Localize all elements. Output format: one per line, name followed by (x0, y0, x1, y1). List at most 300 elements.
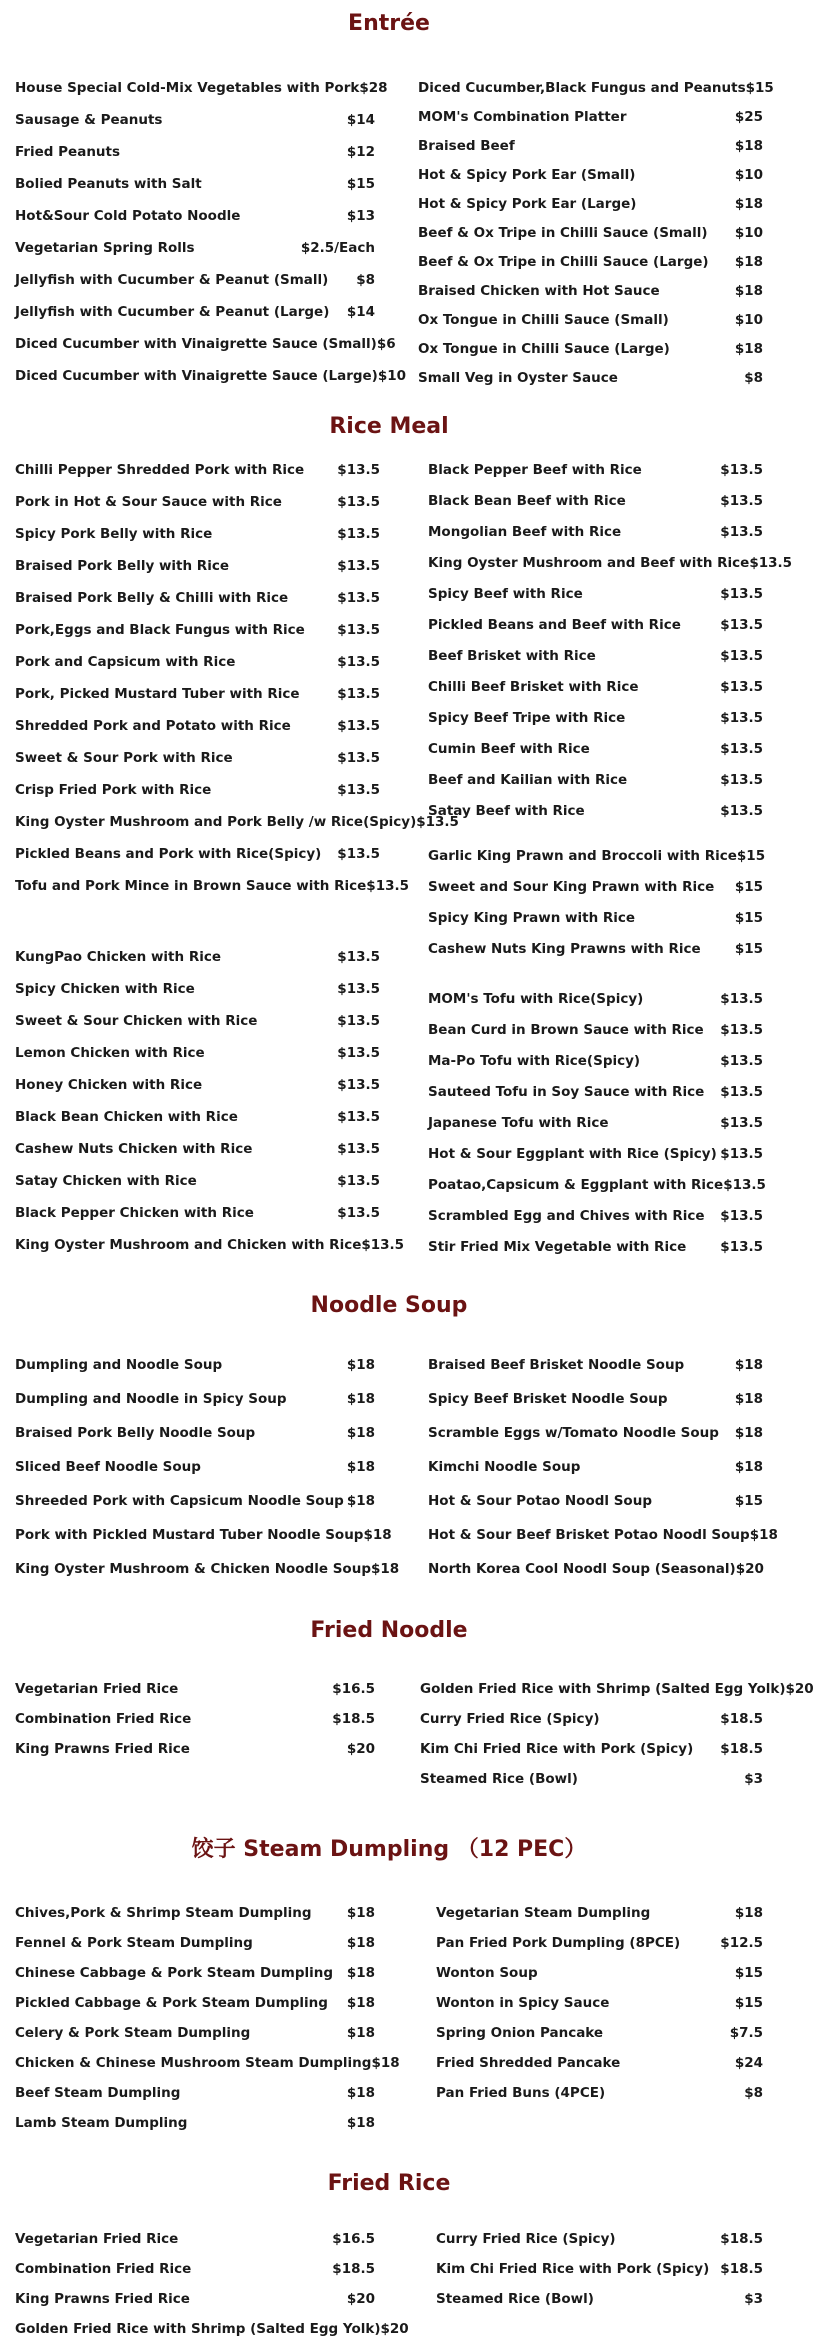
menu-item-name: Braised Beef Brisket Noodle Soup (428, 1357, 685, 1373)
menu-item-name: Chives,Pork & Shrimp Steam Dumpling (15, 1905, 312, 1921)
section-title: Rice Meal (329, 414, 449, 439)
menu-item-name: MOM's Tofu with Rice(Spicy) (428, 991, 644, 1007)
menu-item-name: Sweet and Sour King Prawn with Rice (428, 879, 715, 895)
menu-item-price: $18 (363, 1527, 392, 1543)
menu-item (428, 1561, 763, 1577)
menu-item-price: $20 (735, 1561, 764, 1577)
menu-item (428, 555, 793, 571)
menu-item-name: Spicy Chicken with Rice (15, 981, 195, 997)
menu-item-name: Hot&Sour Cold Potato Noodle (15, 208, 241, 224)
menu-item-price: $13.5 (337, 590, 380, 606)
menu-item-price: $13.5 (720, 803, 763, 819)
menu-item (15, 686, 380, 702)
menu-item (15, 1391, 375, 1407)
menu-item-name: Golden Fried Rice with Shrimp (Salted Egg Yolk) (420, 1681, 786, 1697)
menu-item-name: Spring Onion Pancake (436, 2025, 604, 2041)
menu-item (428, 1357, 763, 1373)
menu-item-name: Fennel & Pork Steam Dumpling (15, 1935, 253, 1951)
menu-item-price: $20 (346, 2291, 375, 2307)
menu-item-name: Hot & Sour Eggplant with Rice (Spicy) (428, 1146, 717, 1162)
menu-item (15, 1527, 392, 1543)
menu-item-name: Tofu and Pork Mince in Brown Sauce with Rice (15, 878, 367, 894)
menu-item-price: $18 (734, 1905, 763, 1921)
menu-item-price: $18 (734, 138, 763, 154)
menu-item-price: $13.5 (337, 622, 380, 638)
menu-item (436, 2055, 763, 2071)
menu-item-price: $2.5/Each (300, 240, 375, 256)
menu-item-price: $13.5 (337, 558, 380, 574)
menu-item-name: Steamed Rice (Bowl) (436, 2291, 594, 2307)
menu-item-name: Braised Beef (418, 138, 515, 154)
menu-item-name: King Prawns Fried Rice (15, 1741, 190, 1757)
menu-item (15, 654, 380, 670)
menu-item-price: $13.5 (337, 718, 380, 734)
menu-item (15, 1493, 375, 1509)
menu-item-name: Pork and Capsicum with Rice (15, 654, 236, 670)
menu-item-price: $13.5 (416, 814, 459, 830)
menu-item-name: Spicy Beef with Rice (428, 586, 583, 602)
menu-item-name: Japanese Tofu with Rice (428, 1115, 609, 1131)
menu-item-price: $18 (346, 1493, 375, 1509)
menu-item-name: Diced Cucumber,Black Fungus and Peanuts (418, 80, 746, 96)
menu-item-name: Garlic King Prawn and Broccoli with Rice (428, 848, 737, 864)
menu-item-name: Shredded Pork and Potato with Rice (15, 718, 291, 734)
menu-item-name: Jellyfish with Cucumber & Peanut (Small) (15, 272, 329, 288)
menu-item-price: $15 (734, 941, 763, 957)
menu-item-name: Vegetarian Fried Rice (15, 2231, 179, 2247)
menu-item-name: Ox Tongue in Chilli Sauce (Large) (418, 341, 670, 357)
menu-item-price: $13.5 (337, 654, 380, 670)
menu-item-name: Chinese Cabbage & Pork Steam Dumpling (15, 1965, 334, 1981)
menu-item (15, 1077, 380, 1093)
menu-item (15, 814, 459, 830)
menu-item-name: Braised Pork Belly with Rice (15, 558, 229, 574)
menu-item-name: MOM's Combination Platter (418, 109, 627, 125)
menu-item (15, 2261, 375, 2277)
menu-item-price: $18 (346, 1357, 375, 1373)
menu-item (428, 910, 763, 926)
menu-item (15, 1237, 405, 1253)
menu-item (15, 1045, 380, 1061)
menu-item (428, 1391, 763, 1407)
menu-item (436, 1935, 763, 1951)
menu-item-price: $13.5 (337, 1045, 380, 1061)
menu-item (428, 1208, 763, 1224)
menu-item-name: Kim Chi Fried Rice with Pork (Spicy) (436, 2261, 710, 2277)
menu-item-name: Curry Fried Rice (Spicy) (420, 1711, 600, 1727)
menu-item-price: $13.5 (337, 686, 380, 702)
menu-item-name: Spicy King Prawn with Rice (428, 910, 636, 926)
menu-item-price: $13.5 (720, 1022, 763, 1038)
menu-item-name: Beef and Kailian with Rice (428, 772, 628, 788)
menu-item-name: Shreeded Pork with Capsicum Noodle Soup (15, 1493, 344, 1509)
menu-item-name: Vegetarian Spring Rolls (15, 240, 195, 256)
menu-item-price: $13.5 (337, 782, 380, 798)
menu-item-name: Curry Fried Rice (Spicy) (436, 2231, 616, 2247)
menu-item (15, 462, 380, 478)
menu-item-name: Fried Peanuts (15, 144, 121, 160)
menu-item (436, 2085, 763, 2101)
menu-item-price: $10 (734, 312, 763, 328)
menu-item-name: Black Bean Beef with Rice (428, 493, 626, 509)
menu-item-price: $13.5 (723, 1177, 766, 1193)
menu-item-price: $18.5 (720, 1741, 763, 1757)
menu-item-name: North Korea Cool Noodl Soup (Seasonal) (428, 1561, 736, 1577)
menu-item (436, 2025, 763, 2041)
menu-item-price: $7.5 (729, 2025, 763, 2041)
menu-item (15, 526, 380, 542)
menu-item (428, 879, 763, 895)
menu-item-name: King Oyster Mushroom & Chicken Noodle Soup (15, 1561, 371, 1577)
menu-item (418, 80, 774, 96)
menu-item (436, 2261, 763, 2277)
menu-item-name: Kimchi Noodle Soup (428, 1459, 581, 1475)
menu-item (15, 336, 396, 352)
menu-item-price: $8 (356, 272, 375, 288)
menu-item-name: Cashew Nuts King Prawns with Rice (428, 941, 701, 957)
menu-item (15, 2291, 375, 2307)
menu-item-price: $18 (734, 1425, 763, 1441)
menu-item-price: $10 (377, 368, 407, 384)
menu-item (15, 2055, 400, 2071)
menu-item-name: Combination Fried Rice (15, 1711, 192, 1727)
menu-item-name: Beef Brisket with Rice (428, 648, 596, 664)
menu-item-name: Jellyfish with Cucumber & Peanut (Large) (15, 304, 330, 320)
menu-item-price: $15 (734, 1995, 763, 2011)
menu-item-name: Black Bean Chicken with Rice (15, 1109, 238, 1125)
menu-item-price: $15 (734, 910, 763, 926)
section-title: 饺子 Steam Dumpling （12 PEC） (191, 1837, 587, 1862)
menu-item-price: $13.5 (366, 878, 409, 894)
menu-item-price: $13.5 (720, 1053, 763, 1069)
menu-item-price: $12 (346, 144, 375, 160)
menu-item-price: $13.5 (720, 1084, 763, 1100)
menu-item-price: $18 (346, 2025, 375, 2041)
menu-item-name: Hot & Spicy Pork Ear (Large) (418, 196, 637, 212)
menu-item-price: $18 (370, 1561, 400, 1577)
menu-item-price: $13.5 (720, 493, 763, 509)
menu-item-price: $13.5 (337, 1109, 380, 1125)
menu-item-name: Lamb Steam Dumpling (15, 2115, 188, 2131)
menu-item-name: Spicy Pork Belly with Rice (15, 526, 213, 542)
menu-item (15, 1205, 380, 1221)
menu-item-price: $20 (785, 1681, 814, 1697)
menu-item-name: Celery & Pork Steam Dumpling (15, 2025, 251, 2041)
menu-item-price: $18 (346, 1391, 375, 1407)
menu-item (15, 272, 375, 288)
menu-item (15, 1965, 375, 1981)
menu-item (15, 949, 380, 965)
menu-item-name: Poatao,Capsicum & Eggplant with Rice (428, 1177, 724, 1193)
menu-item (420, 1681, 814, 1697)
menu-item (428, 1022, 763, 1038)
menu-item-price: $8 (744, 370, 763, 386)
menu-item (436, 1905, 763, 1921)
menu-item-price: $18 (734, 1391, 763, 1407)
menu-item-name: Ma-Po Tofu with Rice(Spicy) (428, 1053, 641, 1069)
menu-item-price: $13.5 (720, 991, 763, 1007)
menu-item-name: Cashew Nuts Chicken with Rice (15, 1141, 253, 1157)
menu-item (418, 109, 763, 125)
menu-item (15, 80, 388, 96)
menu-item-name: Spicy Beef Brisket Noodle Soup (428, 1391, 668, 1407)
menu-item-price: $14 (346, 112, 375, 128)
menu-item (15, 1995, 375, 2011)
menu-item-price: $18.5 (720, 1711, 763, 1727)
menu-item-price: $13.5 (720, 679, 763, 695)
menu-item-name: Diced Cucumber with Vinaigrette Sauce (Large) (15, 368, 378, 384)
menu-item (15, 1711, 375, 1727)
menu-item (15, 2321, 409, 2337)
menu-item-name: Combination Fried Rice (15, 2261, 192, 2277)
menu-item (418, 138, 763, 154)
menu-item-price: $13.5 (720, 1115, 763, 1131)
menu-item (428, 524, 763, 540)
menu-item-price: $18.5 (720, 2231, 763, 2247)
menu-item-price: $6 (376, 336, 396, 352)
menu-item-price: $18.5 (332, 1711, 375, 1727)
menu-item-price: $3 (744, 2291, 763, 2307)
menu-item-name: Bean Curd in Brown Sauce with Rice (428, 1022, 704, 1038)
menu-item (428, 493, 763, 509)
menu-item-price: $20 (346, 1741, 375, 1757)
menu-item-price: $13.5 (337, 1077, 380, 1093)
menu-item-name: Dumpling and Noodle in Spicy Soup (15, 1391, 287, 1407)
menu-item-price: $13.5 (337, 1141, 380, 1157)
menu-item-name: Satay Chicken with Rice (15, 1173, 197, 1189)
menu-item-name: Vegetarian Steam Dumpling (436, 1905, 651, 1921)
menu-item-name: King Oyster Mushroom and Chicken with Rice (15, 1237, 362, 1253)
menu-item-name: Scramble Eggs w/Tomato Noodle Soup (428, 1425, 719, 1441)
menu-item-price: $24 (734, 2055, 763, 2071)
menu-item-price: $10 (734, 167, 763, 183)
menu-item-price: $16.5 (332, 2231, 375, 2247)
menu-item-name: Braised Pork Belly & Chilli with Rice (15, 590, 289, 606)
menu-item-price: $13.5 (720, 648, 763, 664)
menu-item-name: Chilli Pepper Shredded Pork with Rice (15, 462, 305, 478)
menu-item-name: Mongolian Beef with Rice (428, 524, 622, 540)
menu-item-price: $13.5 (361, 1237, 405, 1253)
menu-item (15, 981, 380, 997)
menu-item (428, 1084, 763, 1100)
menu-item-price: $13 (346, 208, 375, 224)
menu-item (418, 167, 763, 183)
menu-item (428, 710, 763, 726)
menu-item-price: $18 (346, 1935, 375, 1951)
menu-item (420, 1711, 763, 1727)
menu-item-name: Beef & Ox Tripe in Chilli Sauce (Large) (418, 254, 709, 270)
menu-item-price: $18 (734, 1459, 763, 1475)
menu-item-price: $18.5 (332, 2261, 375, 2277)
menu-item-price: $13.5 (337, 750, 380, 766)
menu-item (418, 196, 763, 212)
menu-item (15, 208, 375, 224)
menu-item-price: $13.5 (337, 1013, 380, 1029)
menu-item-name: Pan Fried Buns (4PCE) (436, 2085, 606, 2101)
menu-item-price: $18 (734, 283, 763, 299)
menu-item-price: $13.5 (720, 741, 763, 757)
menu-item (428, 1493, 763, 1509)
menu-item-name: Vegetarian Fried Rice (15, 1681, 179, 1697)
menu-item-name: Sauteed Tofu in Soy Sauce with Rice (428, 1084, 705, 1100)
menu-item (15, 368, 407, 384)
menu-item (15, 1905, 375, 1921)
menu-item (428, 991, 763, 1007)
menu-item-price: $15 (736, 848, 766, 864)
menu-item-name: Fried Shredded Pancake (436, 2055, 621, 2071)
menu-item-price: $18 (346, 2115, 375, 2131)
menu-item-name: Hot & Sour Beef Brisket Potao Noodl Soup (428, 1527, 750, 1543)
menu-item-name: Pickled Beans and Pork with Rice(Spicy) (15, 846, 322, 862)
menu-item-price: $14 (346, 304, 375, 320)
menu-item-price: $18 (346, 1995, 375, 2011)
menu-item-price: $13.5 (720, 586, 763, 602)
menu-item-price: $13.5 (337, 1173, 380, 1189)
menu-item-name: Beef Steam Dumpling (15, 2085, 181, 2101)
menu-item-price: $18 (749, 1527, 778, 1543)
menu-item (15, 1681, 375, 1697)
menu-item (428, 1239, 763, 1255)
menu-item-name: King Oyster Mushroom and Beef with Rice (428, 555, 750, 571)
menu-item-name: Braised Chicken with Hot Sauce (418, 283, 660, 299)
menu-item-price: $18 (734, 1357, 763, 1373)
menu-item-price: $18 (734, 341, 763, 357)
menu-item (428, 1053, 763, 1069)
menu-item (420, 1771, 763, 1787)
menu-item (418, 225, 763, 241)
menu-item-price: $8 (744, 2085, 763, 2101)
menu-item (418, 283, 763, 299)
menu-item (15, 558, 380, 574)
menu-item (15, 304, 375, 320)
menu-item-price: $18 (371, 2055, 400, 2071)
menu-item-name: Spicy Beef Tripe with Rice (428, 710, 626, 726)
menu-item (428, 848, 766, 864)
menu-item (428, 617, 763, 633)
menu-item-name: Diced Cucumber with Vinaigrette Sauce (Small) (15, 336, 377, 352)
menu-item (428, 648, 763, 664)
menu-item-price: $13.5 (720, 617, 763, 633)
menu-item (428, 1425, 763, 1441)
menu-item-name: Sweet & Sour Pork with Rice (15, 750, 233, 766)
menu-item (436, 1995, 763, 2011)
menu-item-price: $28 (359, 80, 388, 96)
menu-item-name: Wonton Soup (436, 1965, 538, 1981)
menu-item-name: Wonton in Spicy Sauce (436, 1995, 610, 2011)
section-title: Fried Rice (327, 2171, 451, 2196)
menu-item-price: $18 (346, 1905, 375, 1921)
menu-item (428, 772, 763, 788)
menu-item-name: Small Veg in Oyster Sauce (418, 370, 618, 386)
menu-item-price: $20 (380, 2321, 409, 2337)
menu-item (15, 1357, 375, 1373)
menu-item-price: $18 (346, 1459, 375, 1475)
menu-item-price: $18 (346, 1425, 375, 1441)
menu-item-name: Golden Fried Rice with Shrimp (Salted Egg Yolk) (15, 2321, 381, 2337)
menu-item-price: $13.5 (337, 949, 380, 965)
menu-item-price: $13.5 (720, 1239, 763, 1255)
menu-item (420, 1741, 763, 1757)
menu-item (15, 590, 380, 606)
menu-item-price: $18 (734, 196, 763, 212)
menu-item-price: $13.5 (337, 494, 380, 510)
menu-item (15, 750, 380, 766)
menu-item-price: $10 (734, 225, 763, 241)
menu-item-name: Sweet & Sour Chicken with Rice (15, 1013, 258, 1029)
menu-item (428, 1527, 778, 1543)
menu-item (428, 679, 763, 695)
menu-item-price: $13.5 (720, 524, 763, 540)
menu-item (15, 878, 409, 894)
menu-item (15, 846, 380, 862)
menu-item-price: $12.5 (720, 1935, 763, 1951)
menu-item-price: $13.5 (720, 772, 763, 788)
menu-item-name: Sliced Beef Noodle Soup (15, 1459, 201, 1475)
section-title: Noodle Soup (310, 1293, 468, 1318)
menu-item (436, 1965, 763, 1981)
menu-item-name: Braised Pork Belly Noodle Soup (15, 1425, 256, 1441)
menu-item-name: Cumin Beef with Rice (428, 741, 590, 757)
menu-item (15, 240, 375, 256)
menu-item (15, 2025, 375, 2041)
menu-item-name: Black Pepper Beef with Rice (428, 462, 642, 478)
menu-item-name: King Prawns Fried Rice (15, 2291, 190, 2307)
menu-item-price: $15 (745, 80, 774, 96)
menu-item (428, 1146, 763, 1162)
menu-item-price: $13.5 (337, 1205, 380, 1221)
menu-item-price: $13.5 (337, 462, 380, 478)
menu-item (15, 1425, 375, 1441)
menu-item-name: Steamed Rice (Bowl) (420, 1771, 578, 1787)
menu-item (418, 254, 763, 270)
menu-item-name: Crisp Fried Pork with Rice (15, 782, 212, 798)
menu-item (15, 1173, 380, 1189)
menu-item (15, 1741, 375, 1757)
menu-item-name: Bolied Peanuts with Salt (15, 176, 202, 192)
menu-item-price: $18 (346, 1965, 375, 1981)
menu-item-price: $18 (346, 2085, 375, 2101)
menu-item-price: $15 (346, 176, 375, 192)
menu-item (15, 2085, 375, 2101)
menu-item-price: $18 (734, 254, 763, 270)
menu-item-name: KungPao Chicken with Rice (15, 949, 222, 965)
menu-item-name: Pan Fried Pork Dumpling (8PCE) (436, 1935, 681, 1951)
menu-item-name: Satay Beef with Rice (428, 803, 585, 819)
menu-item-name: Kim Chi Fried Rice with Pork (Spicy) (420, 1741, 694, 1757)
menu-item-price: $13.5 (337, 526, 380, 542)
section-title: Fried Noodle (310, 1618, 468, 1643)
menu-item-price: $18.5 (720, 2261, 763, 2277)
menu-item (15, 1141, 380, 1157)
menu-item-name: Stir Fried Mix Vegetable with Rice (428, 1239, 687, 1255)
menu-item (15, 782, 380, 798)
menu-item (15, 1459, 375, 1475)
menu-item (15, 176, 375, 192)
menu-item-price: $15 (734, 1493, 763, 1509)
menu-item (428, 462, 763, 478)
menu-item-name: House Special Cold-Mix Vegetables with Pork (15, 80, 360, 96)
menu-item-name: Pork, Picked Mustard Tuber with Rice (15, 686, 300, 702)
menu-item-name: Chicken & Chinese Mushroom Steam Dumpling (15, 2055, 372, 2071)
menu-item-price: $15 (734, 1965, 763, 1981)
menu-item-price: $25 (734, 109, 763, 125)
menu-item-name: Pickled Beans and Beef with Rice (428, 617, 681, 633)
menu-item (436, 2291, 763, 2307)
menu-item (428, 741, 763, 757)
menu-item (418, 312, 763, 328)
menu-item (15, 2231, 375, 2247)
menu-item (15, 1935, 375, 1951)
